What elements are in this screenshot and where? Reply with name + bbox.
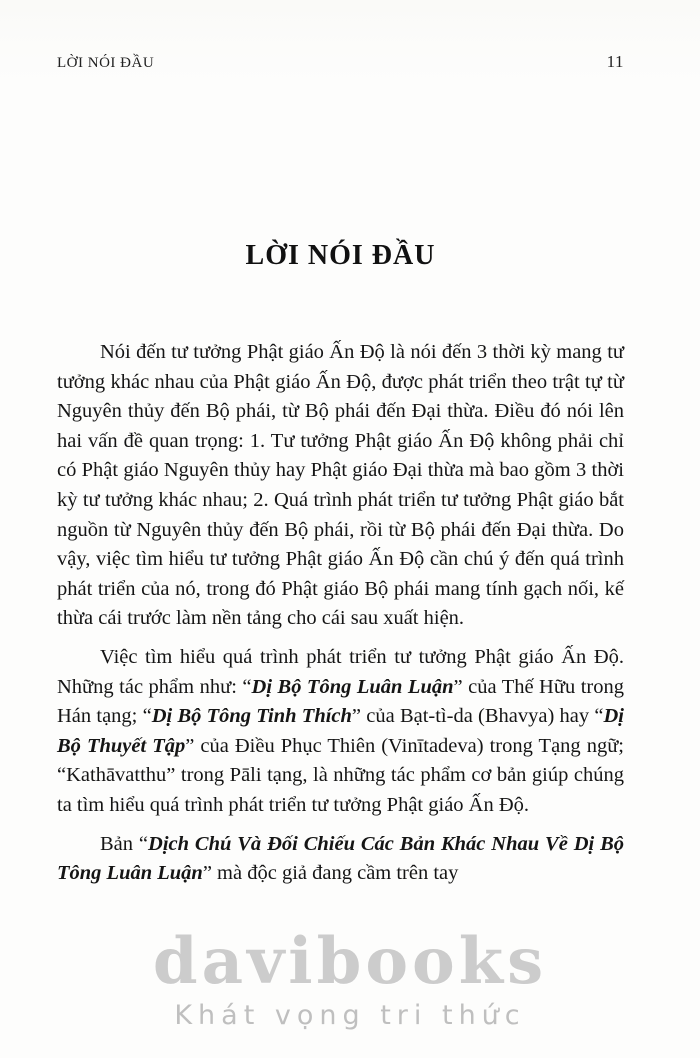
paragraph	[57, 830, 624, 889]
text-segment: Dị Bộ Thuyết Tập	[57, 705, 624, 757]
watermark	[0, 924, 700, 1031]
text-segment: Dị Bộ Tông Luân Luận	[251, 675, 454, 698]
text-segment: ” của Điều Phục Thiên (Vinītadeva) trong Tạng ngữ; “Kathāvatthu” trong Pāli tạng, là những tác phẩm cơ bản giúp chúng ta tìm hiểu quá trình phát triển tư tưởng Phật giáo Ấn Độ.	[57, 734, 625, 816]
running-header-title: LỜI NÓI ĐẦU	[57, 55, 155, 71]
page-number: 11	[606, 52, 624, 71]
paragraph	[57, 338, 624, 634]
text-segment: Việc tìm hiểu quá trình phát triển tư tưởng Phật giáo Ấn Độ. Những tác phẩm như: “	[57, 645, 624, 698]
text-segment: ” của Thế Hữu trong Hán tạng; “	[57, 675, 624, 728]
watermark-slogan: Khát vọng tri thức	[174, 1000, 526, 1031]
text-segment: Dị Bộ Tông Tinh Thích	[151, 705, 352, 728]
chapter-title: LỜI NÓI ĐẦU	[245, 240, 436, 271]
paragraph	[57, 643, 624, 821]
text-segment: Nói đến tư tưởng Phật giáo Ấn Độ là nói đến 3 thời kỳ mang tư tưởng khác nhau của Phật giáo Ấn Độ, được phát triển theo trật tự từ Nguyên thủy đến Bộ phái, từ Bộ phái đến Đại thừa. Điều đó nói lên hai vấn đề quan trọng: 1. Tư tưởng Phật giáo Ấn Độ không phải chỉ có Phật giáo Nguyên thủy hay Phật giáo Đại thừa mà bao gồm 3 thời kỳ tư tưởng khác nhau; 2. Quá trình phát triển tư tưởng Phật giáo bắt nguồn từ Nguyên thủy đến Bộ phái, rồi từ Bộ phái đến Đại thừa. Do vậy, việc tìm hiểu tư tưởng Phật giáo Ấn Độ cần chú ý đến quá trình phát triển của nó, trong đó Phật giáo Bộ phái mang tính gạch nối, kế thừa cái trước làm nền tảng cho cái sau xuất hiện.	[57, 341, 624, 630]
running-header	[57, 52, 624, 72]
text-segment: Dịch Chú Và Đối Chiếu Các Bản Khác Nhau Về Dị Bộ Tông Luân Luận	[57, 832, 624, 885]
text-segment: ” mà độc giả đang cầm trên tay	[202, 862, 459, 885]
text-segment: ” của Bạt-tì-da (Bhavya) hay “	[351, 705, 604, 728]
text-segment: Bản “	[100, 832, 149, 855]
watermark-logo-text: davibooks	[152, 924, 548, 999]
paragraphs	[57, 338, 624, 889]
